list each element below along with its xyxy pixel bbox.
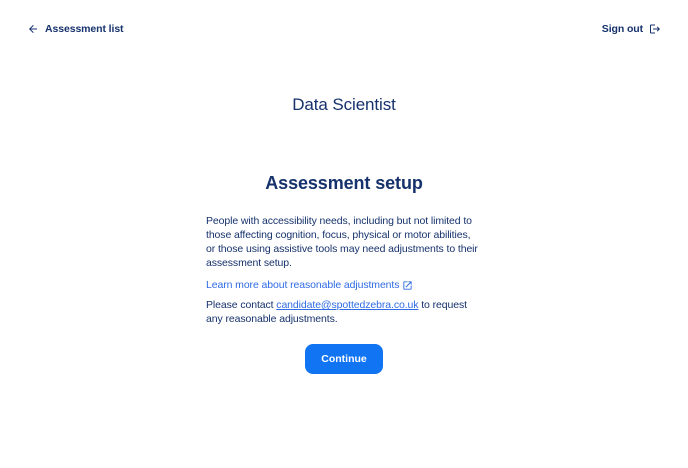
assessment-setup-page	[194, 94, 494, 374]
back-to-assessment-list-link[interactable]	[27, 23, 123, 35]
contact-prefix: Please contact	[206, 299, 277, 311]
accessibility-intro-paragraph	[206, 214, 482, 270]
contact-paragraph	[206, 298, 482, 326]
learn-more-label: Learn more about reasonable adjustments	[206, 279, 400, 291]
candidate-email-link[interactable]: candidate@spottedzebra.co.uk	[276, 299, 419, 311]
back-link-label: Assessment list	[45, 23, 124, 35]
arrow-left-icon	[27, 23, 39, 35]
header	[0, 0, 688, 36]
sign-out-link[interactable]	[602, 23, 661, 35]
intro-line: People with accessibility needs, including but not limited to	[206, 215, 472, 227]
page-title: Assessment setup	[265, 173, 423, 193]
button-row	[206, 344, 482, 374]
logout-icon	[649, 23, 661, 35]
job-title: Data Scientist	[292, 95, 396, 114]
contact-line2: any reasonable adjustments.	[206, 313, 338, 325]
intro-line: those affecting cognition, focus, physical or motor abilities,	[206, 229, 471, 241]
contact-suffix: to request	[418, 299, 467, 311]
learn-more-adjustments-link[interactable]	[206, 278, 413, 292]
intro-line: or those using assistive tools may need adjustments to their	[206, 243, 478, 255]
sign-out-label: Sign out	[601, 23, 643, 35]
intro-line: assessment setup.	[206, 257, 292, 269]
external-link-icon	[402, 280, 413, 291]
continue-button[interactable]: Continue	[305, 344, 383, 374]
